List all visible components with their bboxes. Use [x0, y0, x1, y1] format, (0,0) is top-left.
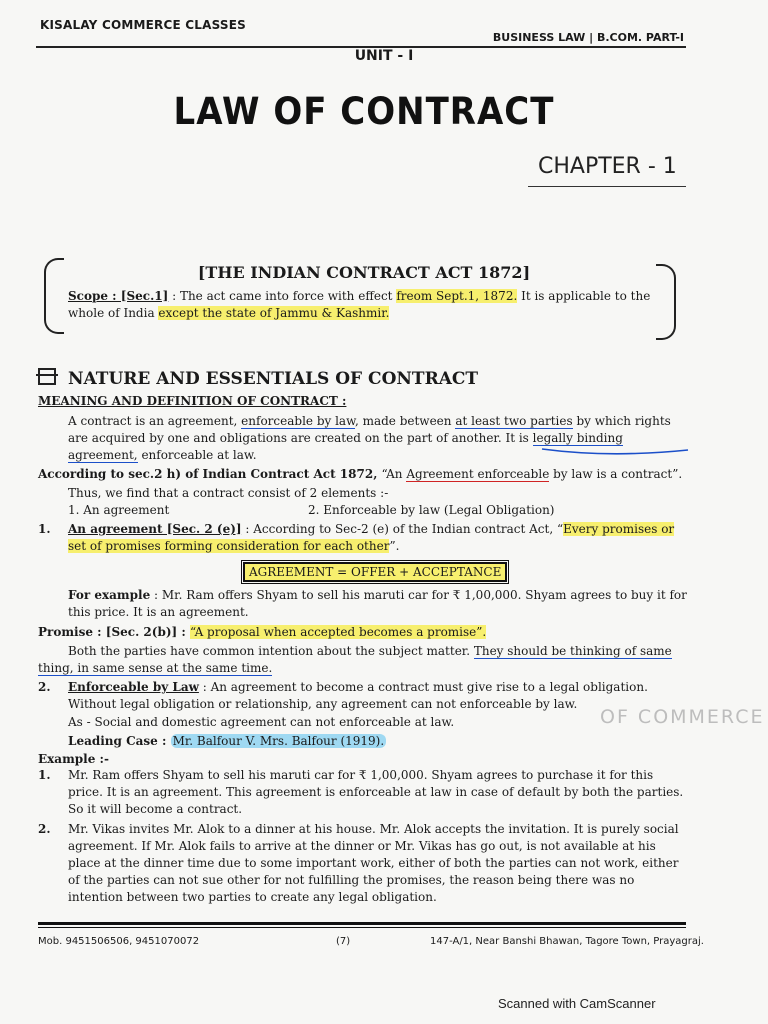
item1-label: An agreement [Sec. 2 (e)] [68, 522, 242, 536]
watermark-text: OF COMMERCE [600, 706, 765, 728]
intention-text: Both the parties have common intention about the subject matter. [68, 644, 474, 658]
footer-page-number: (7) [336, 936, 351, 947]
example-label: For example [68, 588, 151, 602]
scope-label: Scope : [Sec.1] [68, 289, 169, 303]
footer-address: 147-A/1, Near Banshi Bhawan, Tagore Town, Prayagraj. [430, 936, 704, 947]
def-underline-binding: legally binding agreement, [68, 431, 623, 462]
definition-paragraph [68, 413, 686, 464]
scope-text-b: It is applicable to the whole of India [68, 289, 651, 320]
leading-case-line [68, 733, 386, 750]
scope-text-a: : The act came into force with effect [168, 289, 397, 303]
social-agreement-line: As - Social and domestic agreement can not enforceable at law. [68, 715, 455, 729]
def-text-b: , made between [354, 414, 456, 428]
promise-line [38, 624, 688, 641]
def-underline-enforceable: enforceable by law [241, 414, 355, 428]
act-title: [THE INDIAN CONTRACT ACT 1872] [197, 263, 531, 282]
leading-case-label: Leading Case : [68, 734, 171, 748]
example1-number: 1. [38, 768, 51, 782]
header-institute: KISALAY COMMERCE CLASSES [40, 18, 246, 32]
according-underline: Agreement enforceable [406, 467, 550, 481]
header-course: BUSINESS LAW | B.COM. PART-I [492, 31, 684, 44]
blue-pen-stroke [540, 446, 690, 456]
promise-highlight: “A proposal when accepted becomes a promise”. [189, 625, 487, 639]
intention-underline: They should be thinking of same thing, in same sense at the same time. [38, 644, 672, 675]
section-heading [38, 368, 478, 389]
item1-end: ”. [389, 539, 400, 553]
element-two: 2. Enforceable by law (Legal Obligation) [308, 503, 555, 517]
def-text-a: A contract is an agreement, [68, 414, 242, 428]
item2-text: : An agreement to become a contract must give rise to a legal obligation. Without legal obligation or relationship, any agreement can not enforceable by law. [68, 680, 648, 711]
def-underline-parties: at least two parties [455, 414, 573, 428]
item1-highlight: Every promises or set of promises forming consideration for each other [68, 522, 675, 553]
item2-number: 2. [38, 680, 51, 694]
footer-rule-thin [38, 927, 686, 928]
according-paragraph [38, 466, 698, 483]
formula-box: AGREEMENT = OFFER + ACCEPTANCE [243, 562, 507, 582]
example1-paragraph: Mr. Ram offers Shyam to sell his maruti car for ₹ 1,00,000. Shyam agrees to purchase it for this price. It is an agreement. This agreement is enforceable at law in case of default by both the parties. So it will become a contract. [68, 768, 684, 816]
scanner-watermark: Scanned with CamScanner [498, 996, 656, 1011]
scope-exception-highlight: except the state of Jammu & Kashmir. [158, 306, 390, 320]
according-quote-b: by law is a contract”. [549, 467, 683, 481]
chapter-rule [528, 186, 686, 187]
intention-paragraph [38, 643, 688, 677]
thus-line: Thus, we find that a contract consist of 2 elements :- [68, 486, 389, 500]
item1-text: : According to Sec-2 (e) of the Indian contract Act, “ [241, 522, 564, 536]
scope-date-highlight: freom Sept.1, 1872. [396, 289, 518, 303]
example-heading: Example :- [38, 752, 109, 766]
leading-case-highlight: Mr. Balfour V. Mrs. Balfour (1919). [172, 734, 385, 748]
according-label: According to sec.2 h) of Indian Contract Act 1872, [38, 467, 382, 481]
example-text: : Mr. Ram offers Shyam to sell his maruti car for ₹ 1,00,000. Shyam agrees to buy it for this price. It is an agreement. [68, 588, 687, 619]
item2-paragraph [68, 679, 688, 713]
def-text-c: by which rights are acquired by one and obligations are created on the part of another. It is [68, 414, 671, 445]
bullet-icon [38, 368, 56, 385]
def-text-d: enforceable at law. [137, 448, 257, 462]
example-paragraph [68, 587, 688, 621]
unit-label: UNIT - I [354, 48, 414, 64]
item1-number: 1. [38, 522, 51, 536]
promise-label: Promise : [Sec. 2(b)] : [38, 625, 190, 639]
footer-mobile: Mob. 9451506506, 9451070072 [38, 936, 200, 947]
scope-paragraph [68, 288, 658, 322]
meaning-heading: MEANING AND DEFINITION OF CONTRACT : [38, 394, 347, 408]
according-quote-a: “An [381, 467, 407, 481]
chapter-label: CHAPTER - 1 [538, 154, 677, 179]
example2-number: 2. [38, 822, 51, 836]
example2-paragraph: Mr. Vikas invites Mr. Alok to a dinner at his house. Mr. Alok accepts the invitation. It is purely social agreement. If Mr. Alok fails to arrive at the dinner or Mr. Vikas has go out, is not available at his place at the dinner time due to some important work, either of both the parties can not work, either of the parties can not sue other for not fulfilling the promises, the reason being there was no intention between two parties to create any legal obligation. [68, 822, 679, 904]
item1-paragraph [68, 521, 688, 555]
section-heading-text: NATURE AND ESSENTIALS OF CONTRACT [68, 369, 479, 389]
page-title: LAW OF CONTRACT [173, 90, 555, 134]
element-one: 1. An agreement [68, 503, 170, 517]
item2-label: Enforceable by Law [68, 680, 199, 694]
footer-rule-thick [38, 922, 686, 925]
